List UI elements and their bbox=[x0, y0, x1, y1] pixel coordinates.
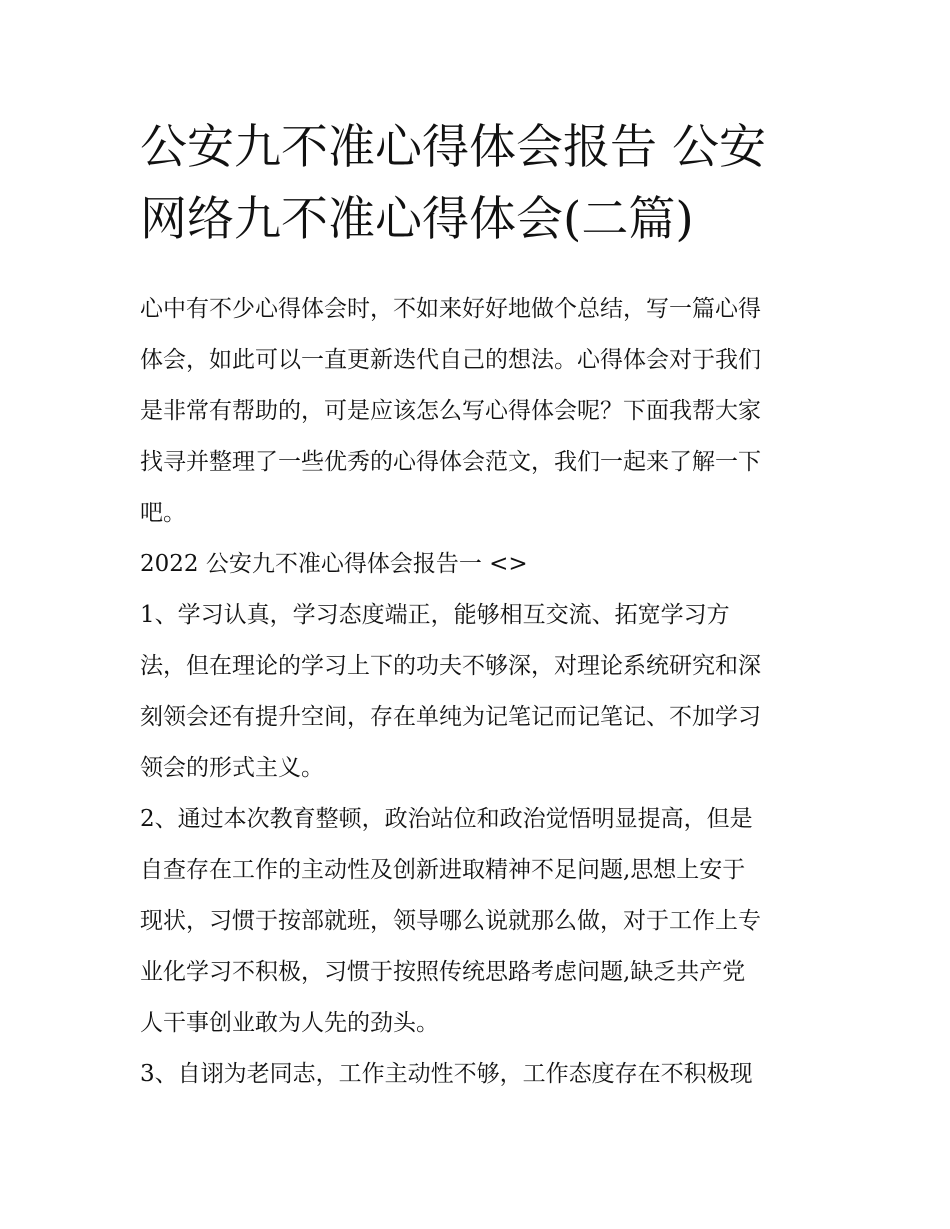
text-line: 3、自诩为老同志，工作主动性不够，工作态度存在不积极现 bbox=[140, 1061, 753, 1087]
text-line: 体会，如此可以一直更新迭代自己的想法。心得体会对于我们 bbox=[140, 347, 761, 373]
text-line: 找寻并整理了一些优秀的心得体会范文，我们一起来了解一下 bbox=[140, 449, 761, 475]
point-1-paragraph bbox=[140, 590, 815, 794]
text-line: 人干事创业敢为人先的劲头。 bbox=[140, 1010, 439, 1036]
text-line: 法，但在理论的学习上下的功夫不够深，对理论系统研究和深 bbox=[140, 653, 761, 679]
document-content bbox=[140, 112, 815, 1100]
text-line: 刻领会还有提升空间，存在单纯为记笔记而记笔记、不加学习 bbox=[140, 704, 761, 730]
text-line: 心中有不少心得体会时，不如来好好地做个总结，写一篇心得 bbox=[140, 296, 761, 322]
point-2-paragraph bbox=[140, 794, 815, 1049]
text-line: 自查存在工作的主动性及创新进取精神不足问题,思想上安于 bbox=[140, 857, 746, 883]
section-heading-text: 2022 公安九不准心得体会报告一 <> bbox=[140, 551, 528, 577]
text-line: 1、学习认真，学习态度端正，能够相互交流、拓宽学习方 bbox=[140, 602, 730, 628]
text-line: 2、通过本次教育整顿，政治站位和政治觉悟明显提高，但是 bbox=[140, 806, 753, 832]
text-line: 是非常有帮助的，可是应该怎么写心得体会呢？下面我帮大家 bbox=[140, 398, 761, 424]
text-line: 领会的形式主义。 bbox=[140, 755, 324, 781]
document-title bbox=[140, 112, 815, 256]
point-3-paragraph bbox=[140, 1049, 815, 1100]
title-line: 网络九不准心得体会(二篇) bbox=[140, 192, 694, 247]
text-line: 现状，习惯于按部就班，领导哪么说就那么做，对于工作上专 bbox=[140, 908, 761, 934]
title-line: 公安九不准心得体会报告 公安 bbox=[140, 120, 766, 175]
intro-paragraph bbox=[140, 284, 815, 539]
text-line: 业化学习不积极，习惯于按照传统思路考虑问题,缺乏共产党 bbox=[140, 959, 746, 985]
text-line: 吧。 bbox=[140, 500, 186, 526]
section-heading bbox=[140, 539, 815, 590]
